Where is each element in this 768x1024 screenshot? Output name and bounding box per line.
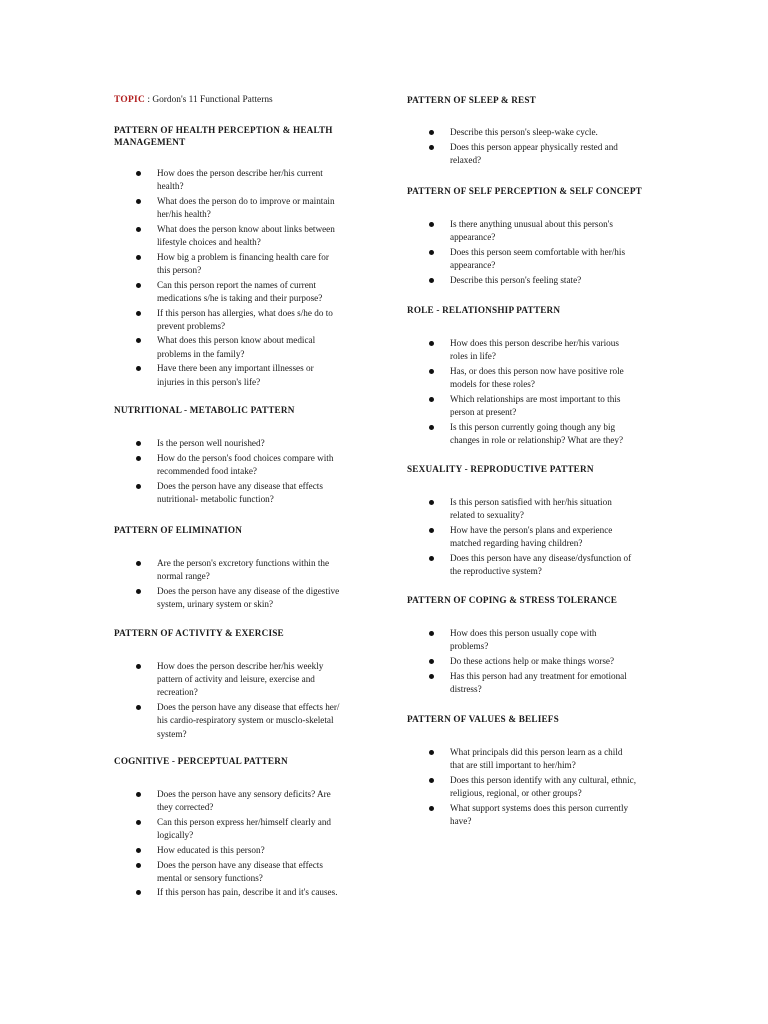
- list-elimination: [114, 557, 339, 613]
- list-item: How educated is this person?: [114, 844, 338, 857]
- heading-sexuality: SEXUALITY - REPRODUCTIVE PATTERN: [407, 464, 594, 474]
- list-item: Does this person seem comfortable with her/his appearance?: [407, 246, 625, 272]
- list-role-relationship: [407, 337, 624, 449]
- topic-label: TOPIC: [114, 95, 146, 105]
- list-item: Are the person's excretory functions within the normal range?: [114, 557, 339, 583]
- list-coping: [407, 627, 627, 698]
- list-item: How does the person describe her/his weekly pattern of activity and leisure, exercise and recreation?: [114, 660, 340, 700]
- heading-coping: PATTERN OF COPING & STRESS TOLERANCE: [407, 595, 618, 605]
- list-item: Does the person have any disease that effects her/ his cardio-respiratory system or musclo-skeletal system?: [114, 701, 340, 741]
- list-self-perception: [407, 218, 625, 289]
- list-item: Describe this person's feeling state?: [407, 274, 625, 287]
- list-item: Does the person have any sensory deficits? Are they corrected?: [114, 788, 338, 814]
- list-sexuality: [407, 496, 631, 580]
- list-item: How have the person's plans and experience matched regarding having children?: [407, 524, 631, 550]
- list-item: Does this person appear physically rested and relaxed?: [407, 141, 618, 167]
- heading-role-relationship: ROLE - RELATIONSHIP PATTERN: [407, 305, 561, 315]
- list-health-perception: [114, 167, 335, 390]
- list-item: If this person has allergies, what does s/he do to prevent problems?: [114, 307, 335, 333]
- list-item: Is this person satisfied with her/his situation related to sexuality?: [407, 496, 631, 522]
- list-nutritional: [114, 437, 333, 508]
- list-item: How does the person describe her/his current health?: [114, 167, 335, 193]
- heading-nutritional: NUTRITIONAL - METABOLIC PATTERN: [114, 405, 295, 415]
- list-item: How big a problem is financing health care for this person?: [114, 251, 335, 277]
- list-item: What does the person do to improve or maintain her/his health?: [114, 195, 335, 221]
- heading-activity: PATTERN OF ACTIVITY & EXERCISE: [114, 628, 284, 638]
- list-sleep-rest: [407, 126, 618, 169]
- list-item: Can this person express her/himself clearly and logically?: [114, 816, 338, 842]
- list-item: Does the person have any disease of the digestive system, urinary system or skin?: [114, 585, 339, 611]
- list-item: Is the person well nourished?: [114, 437, 333, 450]
- heading-elimination: PATTERN OF ELIMINATION: [114, 525, 243, 535]
- list-item: What does this person know about medical problems in the family?: [114, 334, 335, 360]
- list-activity: [114, 660, 340, 742]
- list-values-beliefs: [407, 746, 636, 830]
- list-item: How does this person describe her/his various roles in life?: [407, 337, 624, 363]
- heading-sleep-rest: PATTERN OF SLEEP & REST: [407, 95, 536, 105]
- topic-text: : Gordon's 11 Functional Patterns: [145, 95, 273, 105]
- list-item: Does the person have any disease that effects nutritional- metabolic function?: [114, 480, 333, 506]
- heading-health-perception: PATTERN OF HEALTH PERCEPTION & HEALTH MANAGEMENT: [114, 125, 333, 147]
- heading-self-perception: PATTERN OF SELF PERCEPTION & SELF CONCEPT: [407, 186, 643, 196]
- list-item: Does this person identify with any cultural, ethnic, religious, regional, or other groups?: [407, 774, 636, 800]
- list-item: How does this person usually cope with problems?: [407, 627, 627, 653]
- list-item: If this person has pain, describe it and it's causes.: [114, 886, 338, 899]
- heading-cognitive: COGNITIVE - PERCEPTUAL PATTERN: [114, 756, 288, 766]
- list-item: What does the person know about links between lifestyle choices and health?: [114, 223, 335, 249]
- list-item: Have there been any important illnesses or injuries in this person's life?: [114, 362, 335, 388]
- list-item: What support systems does this person currently have?: [407, 802, 636, 828]
- topic-line: [114, 94, 273, 107]
- list-item: Has, or does this person now have positive role models for these roles?: [407, 365, 624, 391]
- list-item: Is there anything unusual about this person's appearance?: [407, 218, 625, 244]
- list-item: Does this person have any disease/dysfunction of the reproductive system?: [407, 552, 631, 578]
- list-item: Do these actions help or make things worse?: [407, 655, 627, 668]
- list-item: Describe this person's sleep-wake cycle.: [407, 126, 618, 139]
- list-item: Does the person have any disease that effects mental or sensory functions?: [114, 859, 338, 885]
- list-item: Is this person currently going though any big changes in role or relationship? What are they?: [407, 421, 624, 447]
- heading-values-beliefs: PATTERN OF VALUES & BELIEFS: [407, 714, 559, 724]
- list-cognitive: [114, 788, 338, 901]
- list-item: How do the person's food choices compare with recommended food intake?: [114, 452, 333, 478]
- list-item: Has this person had any treatment for emotional distress?: [407, 670, 627, 696]
- list-item: Which relationships are most important to this person at present?: [407, 393, 624, 419]
- list-item: Can this person report the names of current medications s/he is taking and their purpose?: [114, 279, 335, 305]
- list-item: What principals did this person learn as a child that are still important to her/him?: [407, 746, 636, 772]
